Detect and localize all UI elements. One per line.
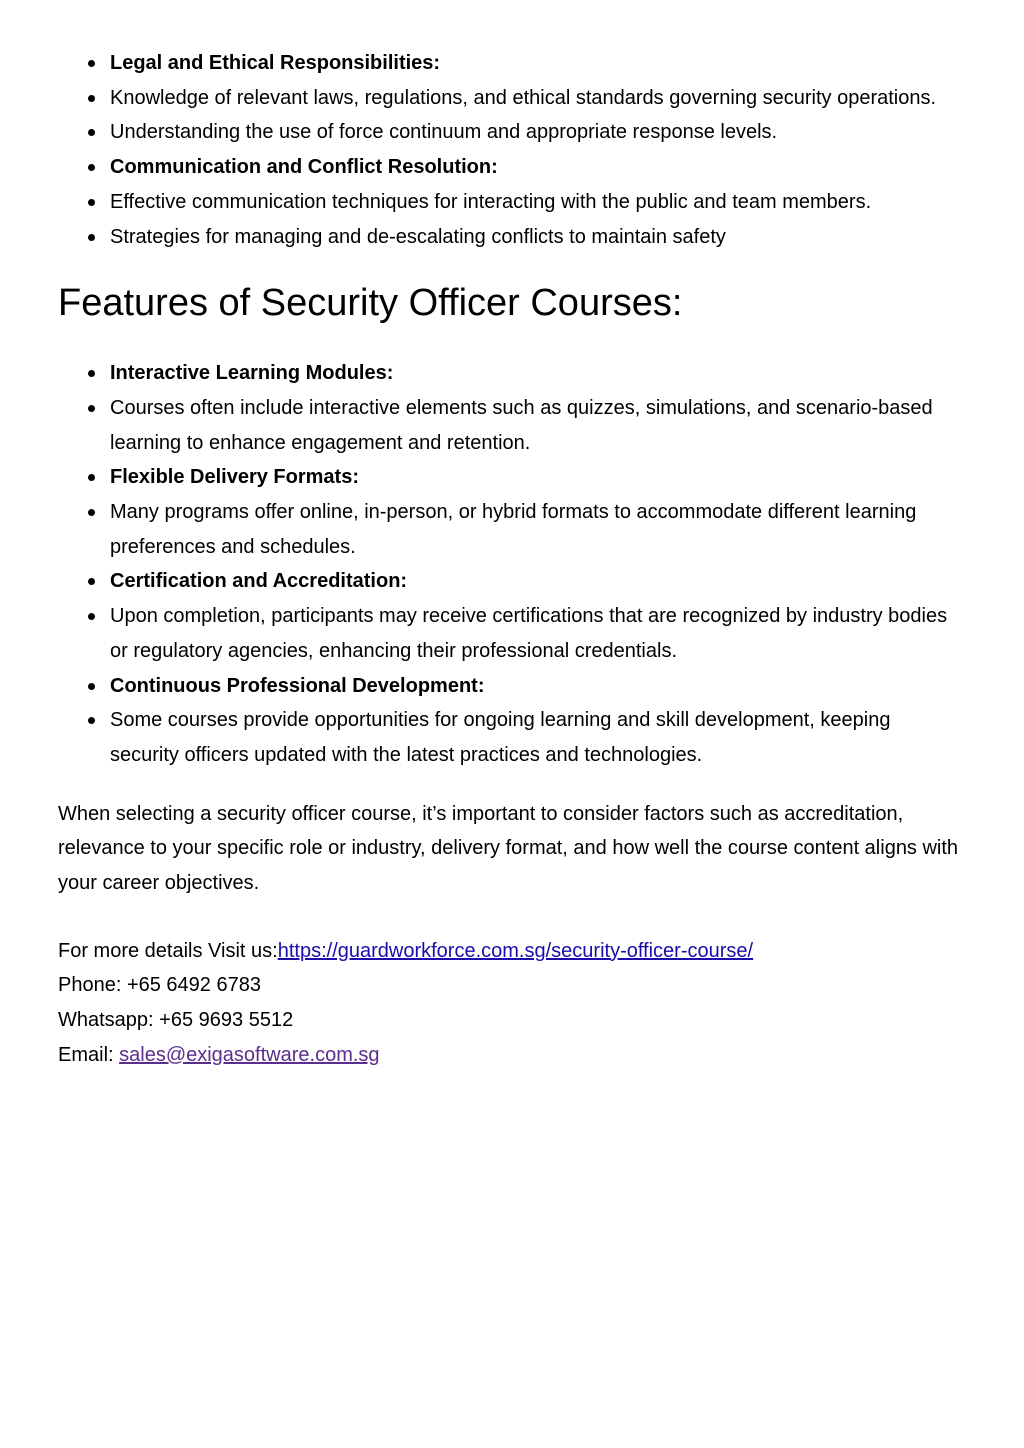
selection-paragraph: When selecting a security officer course, it’s important to consider factors such as accreditation, relevance to your specific role or industry, delivery format, and how well the course content aligns with your career objectives.: [58, 802, 959, 895]
contact-block: [58, 934, 964, 1073]
email-label: Email:: [58, 1043, 120, 1066]
list-item: Strategies for managing and de-escalating conflicts to maintain safety: [110, 220, 964, 255]
list-item: Some courses provide opportunities for ongoing learning and skill development, keeping security officers updated with the latest practices and technologies.: [110, 703, 964, 772]
list-item: Knowledge of relevant laws, regulations, and ethical standards governing security operations.: [110, 81, 964, 116]
list-item: Legal and Ethical Responsibilities:: [110, 46, 964, 81]
list-item: Effective communication techniques for interacting with the public and team members.: [110, 185, 964, 220]
list-item: Understanding the use of force continuum and appropriate response levels.: [110, 115, 964, 150]
whatsapp-line: Whatsapp: +65 9693 5512: [58, 1009, 294, 1032]
list-item: Interactive Learning Modules:: [110, 356, 964, 391]
list-item: Certification and Accreditation:: [110, 564, 964, 599]
list-item: Flexible Delivery Formats:: [110, 460, 964, 495]
list-item: Communication and Conflict Resolution:: [110, 150, 964, 185]
section-heading: Features of Security Officer Courses:: [58, 282, 683, 325]
list-item: Many programs offer online, in-person, or hybrid formats to accommodate different learning preferences and schedules.: [110, 495, 964, 564]
list-item: Courses often include interactive elements such as quizzes, simulations, and scenario-based learning to enhance engagement and retention.: [110, 391, 964, 460]
visit-label: For more details Visit us:: [58, 939, 278, 962]
list-item: Continuous Professional Development:: [110, 669, 964, 704]
visit-line: [58, 934, 964, 969]
features-list: [58, 356, 964, 772]
phone-line: Phone: +65 6492 6783: [58, 974, 261, 997]
email-line: [58, 1038, 964, 1073]
list-item: Upon completion, participants may receive certifications that are recognized by industry bodies or regulatory agencies, enhancing their professional credentials.: [110, 599, 964, 668]
website-link[interactable]: https://guardworkforce.com.sg/security-officer-course/: [277, 939, 754, 962]
email-link[interactable]: sales@exigasoftware.com.sg: [119, 1043, 380, 1066]
responsibilities-list: [58, 46, 964, 254]
